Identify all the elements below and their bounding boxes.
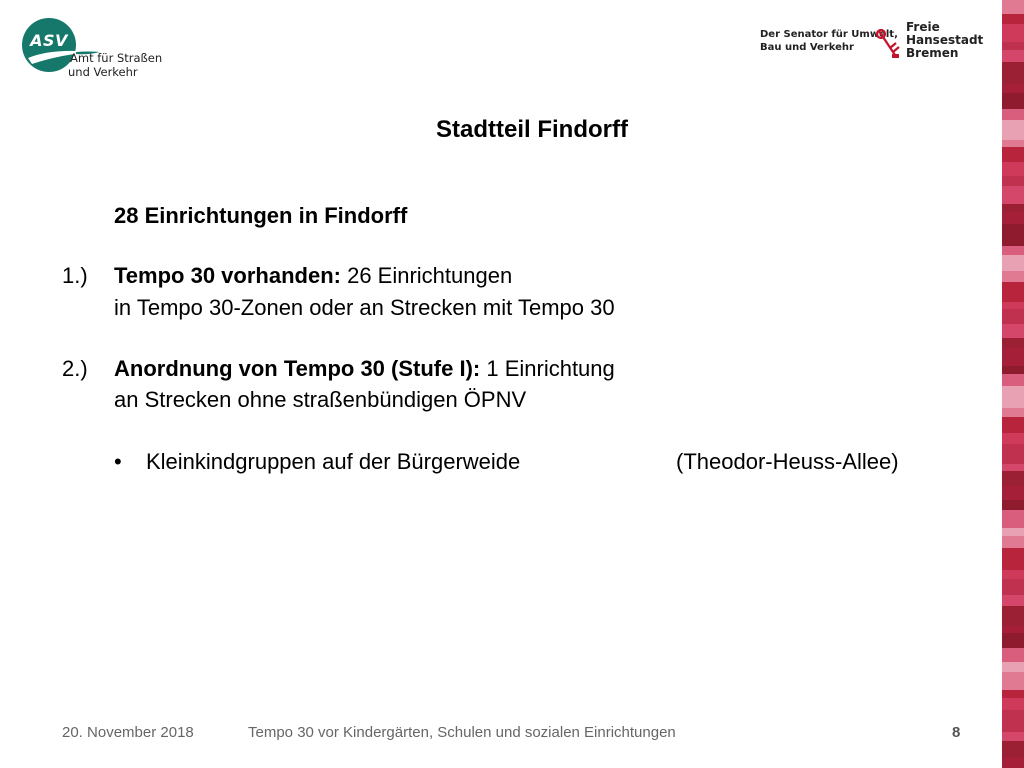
- stripe-segment: [1002, 50, 1024, 62]
- stripe-segment: [1002, 648, 1024, 662]
- stripe-segment: [1002, 471, 1024, 486]
- senator-line2: Bau und Verkehr: [760, 42, 854, 53]
- page-number: 8: [952, 724, 961, 741]
- stripe-segment: [1002, 348, 1024, 366]
- stripe-segment: [1002, 536, 1024, 548]
- bremen-line2: Hansestadt: [906, 33, 984, 47]
- stripe-segment: [1002, 338, 1024, 348]
- stripe-segment: [1002, 212, 1024, 224]
- stripe-segment: [1002, 579, 1024, 595]
- item-heading: Anordnung von Tempo 30 (Stufe I):: [114, 356, 481, 381]
- stripe-segment: [1002, 271, 1024, 282]
- stripe-segment: [1002, 324, 1024, 338]
- bremen-line1: Freie: [906, 20, 940, 34]
- stripe-segment: [1002, 374, 1024, 386]
- stripe-segment: [1002, 606, 1024, 626]
- stripe-segment: [1002, 690, 1024, 698]
- stripe-segment: [1002, 741, 1024, 757]
- summary-text: 28 Einrichtungen in Findorff: [114, 203, 408, 228]
- stripe-segment: [1002, 672, 1024, 690]
- stripe-segment: [1002, 444, 1024, 464]
- stripe-segment: [1002, 710, 1024, 732]
- stripe-segment: [1002, 366, 1024, 374]
- stripe-segment: [1002, 698, 1024, 710]
- bremen-line3: Bremen: [906, 46, 959, 60]
- footer-date: 20. November 2018: [62, 724, 194, 741]
- stripe-segment: [1002, 309, 1024, 324]
- asv-name: [70, 51, 162, 79]
- stripe-segment: [1002, 548, 1024, 570]
- stripe-segment: [1002, 62, 1024, 84]
- stripe-segment: [1002, 186, 1024, 204]
- item-detail: in Tempo 30-Zonen oder an Strecken mit Tempo 30: [114, 295, 615, 320]
- slide-title: Stadtteil Findorff: [436, 116, 628, 143]
- asv-name-line1: Amt für Straßen: [70, 51, 163, 65]
- stripe-segment: [1002, 162, 1024, 176]
- stripe-segment: [1002, 633, 1024, 648]
- list-item: [114, 355, 615, 383]
- stripe-segment: [1002, 246, 1024, 255]
- stripe-segment: [1002, 24, 1024, 42]
- bremen-key-icon: [875, 27, 901, 61]
- stripe-segment: [1002, 282, 1024, 302]
- asv-logo: [22, 18, 162, 80]
- asv-logo-letters: ASV: [30, 31, 68, 50]
- item-heading: Tempo 30 vorhanden:: [114, 263, 341, 288]
- stripe-segment: [1002, 224, 1024, 246]
- stripe-segment: [1002, 42, 1024, 50]
- stripe-segment: [1002, 386, 1024, 408]
- stripe-segment: [1002, 528, 1024, 536]
- stripe-segment: [1002, 433, 1024, 444]
- stripe-segment: [1002, 408, 1024, 417]
- stripe-segment: [1002, 570, 1024, 579]
- stripe-segment: [1002, 147, 1024, 162]
- stripe-segment: [1002, 662, 1024, 672]
- stripe-segment: [1002, 176, 1024, 186]
- footer-title: Tempo 30 vor Kindergärten, Schulen und sozialen Einrichtungen: [248, 724, 676, 741]
- stripe-segment: [1002, 0, 1024, 14]
- bullet-text: Kleinkindgruppen auf der Bürgerweide: [146, 449, 521, 474]
- item-number: 1.): [62, 263, 88, 288]
- stripe-segment: [1002, 510, 1024, 528]
- stripe-segment: [1002, 255, 1024, 271]
- bremen-wordmark: [906, 21, 983, 60]
- stripe-segment: [1002, 626, 1024, 633]
- item-rest: 1 Einrichtung: [480, 356, 615, 381]
- stripe-segment: [1002, 464, 1024, 471]
- stripe-segment: [1002, 486, 1024, 500]
- stripe-segment: [1002, 757, 1024, 768]
- bullet-location: (Theodor-Heuss-Allee): [676, 449, 899, 474]
- asv-name-line2: und Verkehr: [68, 65, 138, 79]
- bullet-icon: •: [114, 449, 122, 474]
- list-item: [114, 262, 512, 290]
- stripe-segment: [1002, 14, 1024, 24]
- stripe-segment: [1002, 417, 1024, 433]
- item-detail: an Strecken ohne straßenbündigen ÖPNV: [114, 387, 527, 412]
- stripe-segment: [1002, 732, 1024, 741]
- stripe-segment: [1002, 93, 1024, 109]
- stripe-segment: [1002, 302, 1024, 309]
- stripe-segment: [1002, 500, 1024, 510]
- senator-line1: Der Senator für Umwelt,: [760, 29, 898, 40]
- item-rest: 26 Einrichtungen: [340, 263, 513, 288]
- stripe-segment: [1002, 84, 1024, 93]
- item-number: 2.): [62, 356, 88, 381]
- stripe-segment: [1002, 204, 1024, 212]
- stripe-segment: [1002, 595, 1024, 606]
